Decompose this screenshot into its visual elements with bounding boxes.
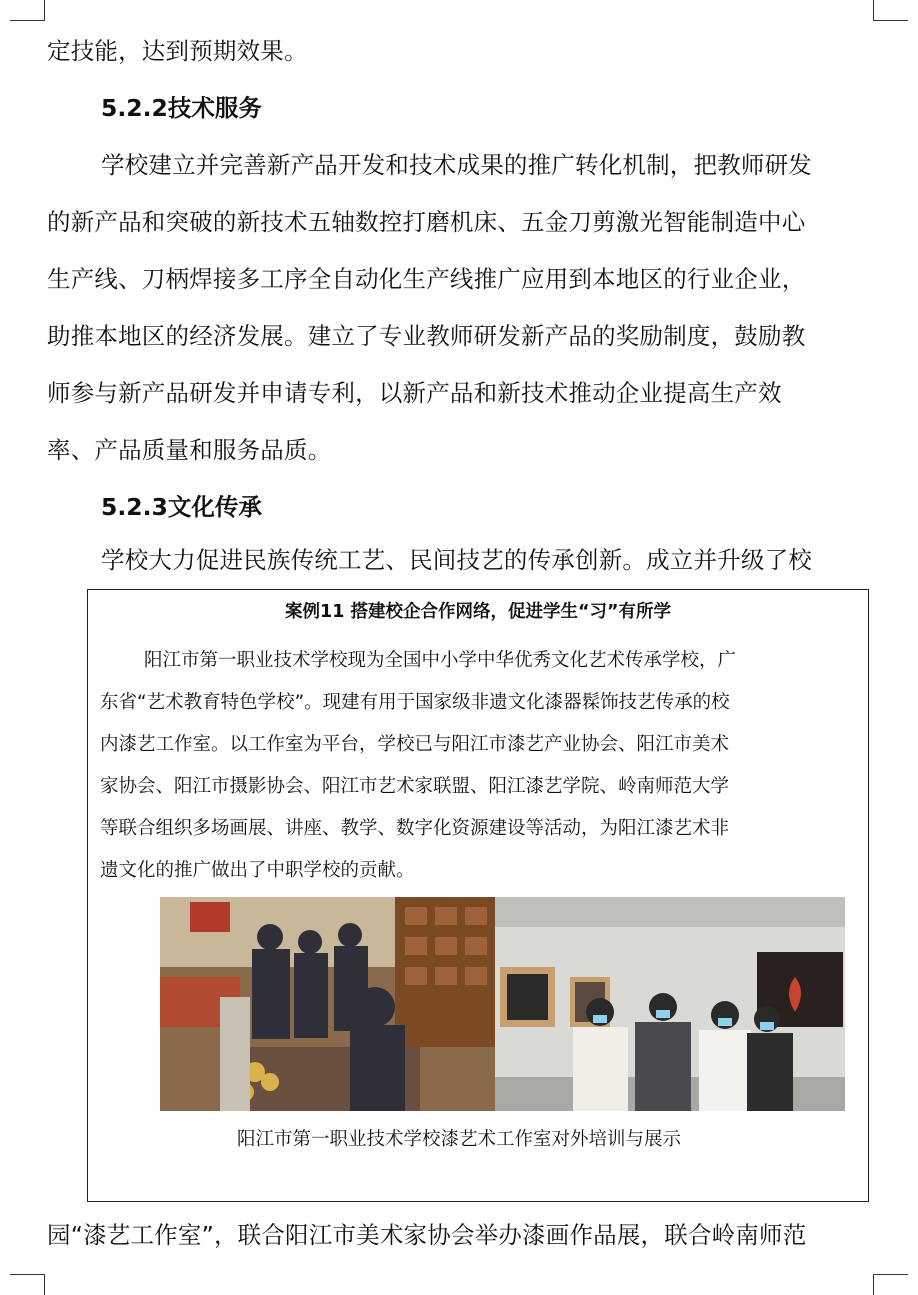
case-text-line: 东省“艺术教育特色学校”。现建有用于国家级非遗文化漆器髹饰技艺传承的校: [100, 692, 730, 713]
paragraph-line: 师参与新产品研发并申请专利，以新产品和新技术推动企业提高生产效: [47, 379, 782, 407]
case-text-line: 等联合组织多场画展、讲座、教学、数字化资源建设等活动，为阳江漆艺术非: [100, 818, 730, 839]
crop-mark-bottom-right: [873, 1274, 908, 1295]
paragraph-line: 生产线、刀柄焊接多工序全自动化生产线推广应用到本地区的行业企业，: [47, 265, 806, 293]
paragraph-line: 学校建立并完善新产品开发和技术成果的推广转化机制，把教师研发: [101, 151, 812, 179]
paragraph-line: 园“漆艺工作室”，联合阳江市美术家协会举办漆画作品展，联合岭南师范: [47, 1221, 807, 1249]
paragraph-line: 定技能，达到预期效果。: [47, 37, 308, 65]
crop-mark-bottom-left: [10, 1274, 45, 1295]
case-text-line: 家协会、阳江市摄影协会、阳江市艺术家联盟、阳江漆艺学院、岭南师范大学: [100, 776, 730, 797]
crop-mark-top-left: [10, 0, 45, 21]
case-title: 案例11 搭建校企合作网络，促进学生“习”有所学: [285, 602, 671, 622]
paragraph-line: 率、产品质量和服务品质。: [47, 436, 332, 464]
crop-mark-top-right: [873, 0, 908, 21]
paragraph-line: 的新产品和突破的新技术五轴数控打磨机床、五金刀剪激光智能制造中心: [47, 208, 806, 236]
photo-caption: 阳江市第一职业技术学校漆艺术工作室对外培训与展示: [236, 1129, 681, 1150]
case-text-line: 内漆艺工作室。以工作室为平台，学校已与阳江市漆艺产业协会、阳江市美术: [100, 734, 730, 755]
photo-workshop-training: [160, 897, 495, 1111]
case-text-line: 阳江市第一职业技术学校现为全国中小学中华优秀文化艺术传承学校，广: [144, 650, 737, 671]
paragraph-line: 助推本地区的经济发展。建立了专业教师研发新产品的奖励制度，鼓励教: [47, 322, 806, 350]
paragraph-line: 学校大力促进民族传统工艺、民间技艺的传承创新。成立并升级了校: [101, 546, 812, 574]
section-heading-5-2-2: 5.2.2技术服务: [101, 94, 262, 122]
section-heading-5-2-3: 5.2.3文化传承: [101, 493, 262, 521]
photo-exhibition: [495, 897, 845, 1111]
case-text-line: 遗文化的推广做出了中职学校的贡献。: [100, 860, 415, 881]
